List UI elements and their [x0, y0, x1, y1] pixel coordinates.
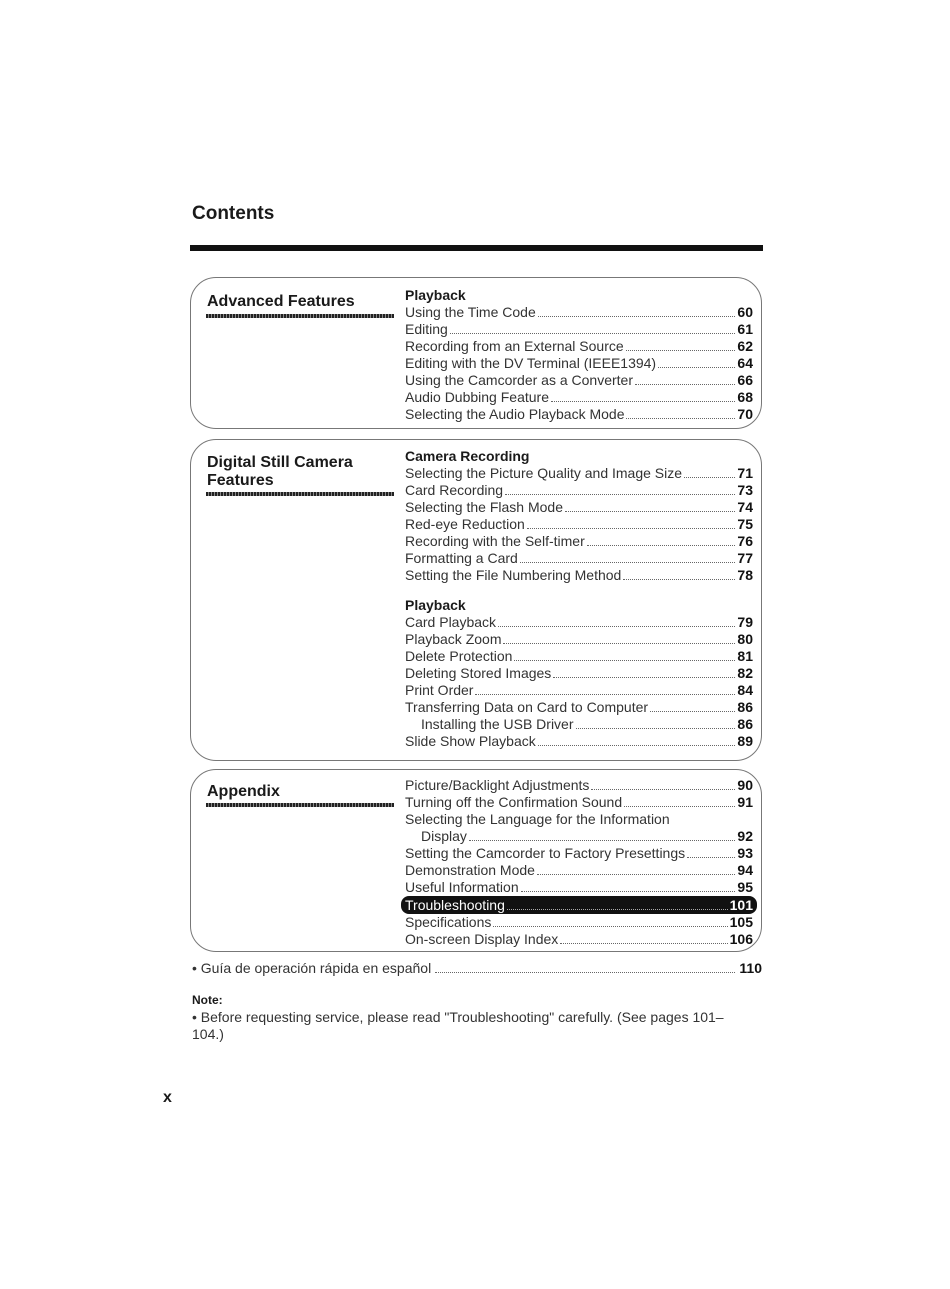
- entry-label: Selecting the Language for the Information: [405, 811, 670, 827]
- leader-dots: [527, 527, 736, 529]
- entry-page: 105: [729, 913, 753, 930]
- toc-entry[interactable]: [405, 304, 753, 321]
- entry-label: Formatting a Card: [405, 550, 518, 566]
- entry-page: 60: [737, 304, 753, 320]
- entry-label: On-screen Display Index: [405, 930, 559, 947]
- leader-dots: [684, 476, 735, 478]
- toc-entry[interactable]: [405, 321, 753, 338]
- toc-entry[interactable]: [405, 567, 753, 584]
- toc-entry[interactable]: [405, 699, 753, 716]
- leader-dots: [537, 873, 735, 875]
- leader-dots: [591, 788, 735, 790]
- entry-page: 93: [737, 844, 753, 861]
- entry-page: 84: [737, 682, 753, 698]
- leader-dots: [626, 417, 735, 419]
- entry-page: 66: [737, 372, 753, 388]
- subheading: Playback: [405, 597, 466, 613]
- leader-dots: [435, 972, 735, 973]
- entry-label: Transferring Data on Card to Computer: [405, 699, 649, 715]
- leader-dots: [635, 383, 735, 385]
- section-title-bar: [206, 314, 394, 318]
- entry-label: Editing with the DV Terminal (IEEE1394): [405, 355, 657, 371]
- toc-entry[interactable]: [405, 516, 753, 533]
- toc-entry[interactable]: [405, 465, 753, 482]
- leader-dots: [521, 890, 736, 892]
- entry-page: 95: [737, 878, 753, 895]
- entry-label: Playback Zoom: [405, 631, 502, 647]
- entry-page: 101: [729, 896, 753, 913]
- section-title: Digital Still Camera Features: [207, 454, 353, 489]
- toc-entry[interactable]: [405, 355, 753, 372]
- toc-entry[interactable]: [405, 845, 753, 862]
- leader-dots: [624, 805, 735, 807]
- toc-entry[interactable]: [405, 682, 753, 699]
- entry-label: Recording with the Self-timer: [405, 533, 585, 549]
- leader-dots: [623, 578, 735, 580]
- entry-label: Installing the USB Driver: [421, 716, 574, 732]
- toc-entry[interactable]: [405, 914, 753, 931]
- entry-label: Editing: [405, 321, 448, 337]
- toc-entry[interactable]: [405, 631, 753, 648]
- entry-page: 106: [729, 930, 753, 947]
- toc-entry[interactable]: [405, 777, 753, 794]
- toc-entry[interactable]: [405, 716, 753, 733]
- leader-dots: [514, 659, 735, 661]
- leader-dots: [520, 561, 736, 563]
- entry-page: 80: [737, 631, 753, 647]
- entry-label: Using the Time Code: [405, 304, 536, 320]
- toc-entry[interactable]: [405, 550, 753, 567]
- page-title: Contents: [192, 203, 275, 224]
- leader-dots: [475, 693, 735, 695]
- entry-page: 79: [737, 614, 753, 630]
- leader-dots: [538, 315, 736, 317]
- entry-label: Recording from an External Source: [405, 338, 624, 354]
- entry-page: 75: [737, 516, 753, 532]
- toc-entry[interactable]: [405, 879, 753, 896]
- toc-entry-spanish-guide[interactable]: [192, 960, 762, 977]
- entry-page: 71: [737, 465, 753, 481]
- leader-dots: [650, 710, 735, 712]
- leader-dots: [505, 493, 735, 495]
- toc-entry[interactable]: [405, 794, 753, 811]
- toc-entry[interactable]: [405, 372, 753, 389]
- group-gap: [405, 584, 753, 597]
- entry-page: 94: [737, 861, 753, 878]
- section-title-bar: [206, 492, 394, 496]
- entry-page: 61: [737, 321, 753, 337]
- leader-dots: [493, 925, 727, 927]
- entry-label: Audio Dubbing Feature: [405, 389, 549, 405]
- entry-label: Useful Information: [405, 878, 519, 895]
- leader-dots: [538, 744, 736, 746]
- toc-entry[interactable]: [405, 614, 753, 631]
- section-advanced-features: [190, 277, 762, 429]
- entry-label: • Guía de operación rápida en español: [192, 960, 432, 976]
- toc-entry[interactable]: [405, 499, 753, 516]
- entry-page: 62: [737, 338, 753, 354]
- note-label: Note:: [192, 993, 223, 1007]
- note-text: • Before requesting service, please read "Troubleshooting" carefully. (See pages 101–104.): [192, 1009, 724, 1042]
- toc-entries: [405, 777, 753, 948]
- entry-page: 86: [737, 716, 753, 732]
- entry-label: Print Order: [405, 682, 474, 698]
- entry-label: Card Playback: [405, 614, 497, 630]
- page-number: x: [163, 1089, 172, 1106]
- entry-label: Deleting Stored Images: [405, 665, 552, 681]
- section-title: Advanced Features: [207, 293, 355, 310]
- entry-page: 89: [737, 733, 753, 749]
- entry-page: 92: [737, 827, 753, 844]
- entry-label: Card Recording: [405, 482, 504, 498]
- leader-dots: [551, 400, 735, 402]
- leader-dots: [565, 510, 735, 512]
- entry-page: 76: [737, 533, 753, 549]
- section-title-bar: [206, 803, 394, 807]
- toc-entry[interactable]: [405, 389, 753, 406]
- entry-label: Specifications: [405, 913, 492, 930]
- entry-page: 90: [737, 777, 753, 793]
- toc-entry[interactable]: [405, 665, 753, 682]
- toc-entry[interactable]: [405, 482, 753, 499]
- leader-dots: [503, 642, 735, 644]
- entry-page: 78: [737, 567, 753, 583]
- entry-label: Turning off the Confirmation Sound: [405, 794, 623, 810]
- leader-dots: [576, 727, 736, 729]
- toc-entry[interactable]: [405, 533, 753, 550]
- entry-page: 91: [737, 794, 753, 810]
- entry-label: Delete Protection: [405, 648, 513, 664]
- entry-label: Display: [421, 827, 467, 844]
- entry-label: Using the Camcorder as a Converter: [405, 372, 633, 388]
- section-appendix: [190, 769, 762, 952]
- entry-label: Demonstration Mode: [405, 861, 535, 878]
- toc-entry[interactable]: [405, 338, 753, 355]
- entry-page: 77: [737, 550, 753, 566]
- subheading: Camera Recording: [405, 448, 530, 464]
- entry-label: Slide Show Playback: [405, 733, 536, 749]
- leader-dots: [498, 625, 735, 627]
- toc-entry[interactable]: [405, 828, 753, 845]
- toc-entry[interactable]: [405, 862, 753, 879]
- toc-entry[interactable]: [405, 733, 753, 750]
- leader-dots: [553, 676, 735, 678]
- leader-dots: [626, 349, 736, 351]
- entry-page: 81: [737, 648, 753, 664]
- entry-page: 86: [737, 699, 753, 715]
- entry-label: Picture/Backlight Adjustments: [405, 777, 590, 793]
- title-rule: [190, 245, 763, 251]
- toc-entries: [405, 448, 753, 750]
- subheading: Playback: [405, 287, 466, 303]
- entry-page: 110: [739, 960, 762, 976]
- entry-label: Setting the File Numbering Method: [405, 567, 622, 583]
- section-digital-still-camera-features: [190, 439, 762, 761]
- toc-entries: [405, 287, 753, 423]
- entry-label: Red-eye Reduction: [405, 516, 525, 532]
- leader-dots: [658, 366, 735, 368]
- entry-page: 64: [737, 355, 753, 371]
- toc-entry[interactable]: [405, 811, 753, 828]
- entry-page: 68: [737, 389, 753, 405]
- entry-label: Selecting the Picture Quality and Image Size: [405, 465, 683, 481]
- toc-entry[interactable]: [405, 648, 753, 665]
- toc-entry[interactable]: [405, 406, 753, 423]
- leader-dots: [560, 942, 727, 944]
- leader-dots: [450, 332, 736, 334]
- section-title: Appendix: [207, 783, 280, 800]
- toc-entry-highlighted[interactable]: [401, 896, 757, 914]
- entry-page: 73: [737, 482, 753, 498]
- entry-label: Troubleshooting: [405, 896, 505, 913]
- entry-page: 82: [737, 665, 753, 681]
- entry-label: Selecting the Audio Playback Mode: [405, 406, 625, 422]
- leader-dots: [687, 856, 735, 858]
- leader-dots: [587, 544, 736, 546]
- entry-label: Setting the Camcorder to Factory Presettings: [405, 844, 686, 861]
- leader-dots: [469, 839, 736, 841]
- entry-page: 70: [737, 406, 753, 422]
- entry-page: 74: [737, 499, 753, 515]
- entry-label: Selecting the Flash Mode: [405, 499, 563, 515]
- toc-entry[interactable]: [405, 931, 753, 948]
- leader-dots: [507, 908, 728, 910]
